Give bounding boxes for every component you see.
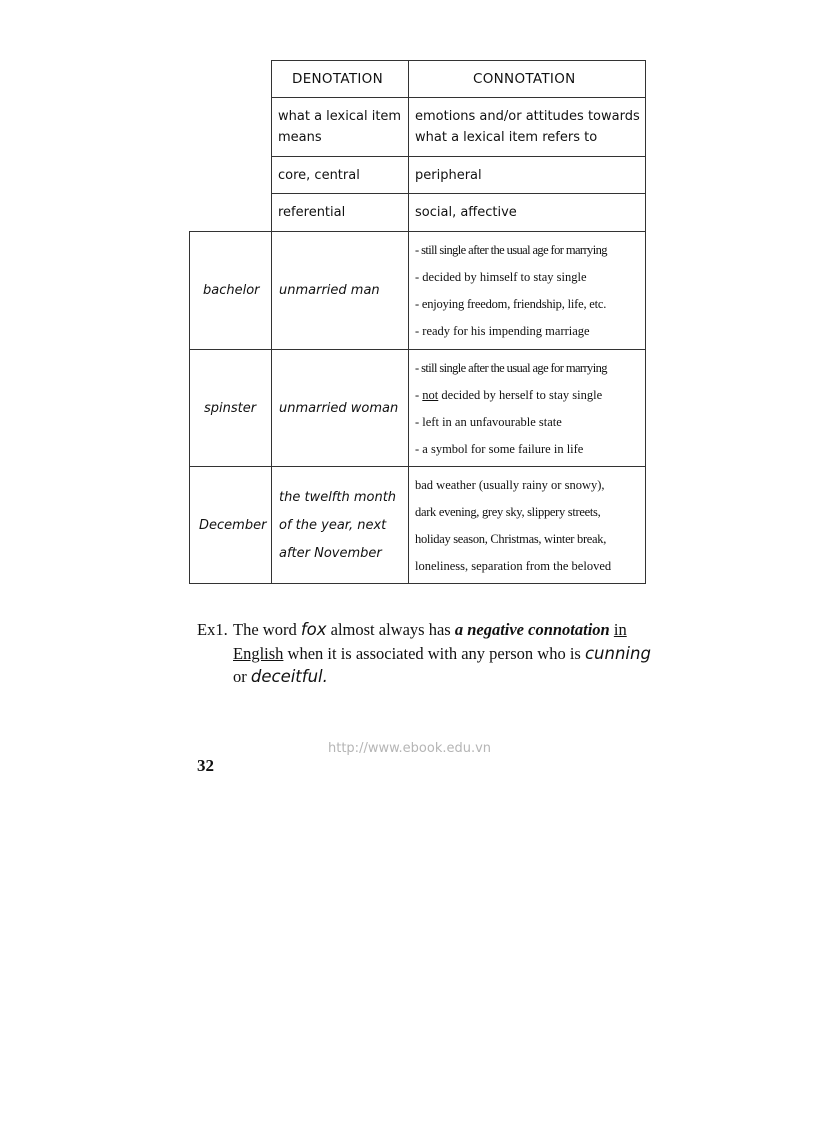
example-english: English (233, 644, 284, 663)
def-row-1-connotation-cell (408, 97, 646, 157)
december-connotation-line-4: loneliness, separation from the beloved (415, 559, 612, 573)
header-denotation: DENOTATION (292, 71, 383, 87)
example-deceitful: deceitful. (250, 667, 328, 686)
example-text-3: when it is associated with any person who is (287, 644, 581, 663)
example-negative-connotation: a negative connotation (454, 620, 610, 639)
bachelor-denotation-cell (271, 231, 409, 350)
def-row-2-connotation-cell (408, 156, 646, 194)
def-row-3-connotation: social, affective (415, 205, 517, 220)
spinster-denotation: unmarried woman (279, 401, 399, 416)
def-row-1-denotation-line-2: means (278, 130, 322, 145)
example-text-1: The word (233, 620, 297, 639)
spinster-word: spinster (204, 401, 257, 416)
december-denotation-line-2: of the year, next (279, 518, 387, 533)
bachelor-denotation: unmarried man (279, 283, 380, 298)
december-denotation-line-1: the twelfth month (279, 490, 397, 505)
def-row-1-connotation-line-1: emotions and/or attitudes towards (415, 109, 640, 124)
bachelor-word-cell (189, 231, 272, 350)
spinster-connotation-cell (408, 349, 646, 467)
header-connotation-cell (408, 60, 646, 98)
def-row-2-denotation-cell (271, 156, 409, 194)
december-connotation-line-3: holiday season, Christmas, winter break, (415, 532, 607, 546)
example-cunning: cunning (584, 644, 651, 663)
def-row-1-denotation-cell (271, 97, 409, 157)
def-row-3-connotation-cell (408, 193, 646, 232)
december-word-cell (189, 466, 272, 584)
spinster-word-cell (189, 349, 272, 467)
december-connotation-cell (408, 466, 646, 584)
spinster-connotation-line-3: - left in an unfavourable state (415, 415, 562, 429)
def-row-1-connotation-line-2: what a lexical item refers to (415, 130, 598, 145)
december-connotation-line-1: bad weather (usually rainy or snowy), (415, 478, 605, 492)
bachelor-connotation-line-3: - enjoying freedom, friendship, life, etc. (415, 297, 607, 311)
watermark-url: http://www.ebook.edu.vn (328, 741, 492, 756)
bachelor-connotation-line-1: - still single after the usual age for marrying (415, 243, 607, 257)
example-line-2 (233, 642, 651, 665)
december-denotation-line-3: after November (279, 546, 382, 561)
example-in: in (613, 620, 627, 639)
def-row-2-denotation: core, central (278, 168, 360, 183)
spinster-connotation-line-4: - a symbol for some failure in life (415, 442, 584, 456)
def-row-3-denotation: referential (278, 205, 346, 220)
bachelor-connotation-cell (408, 231, 646, 350)
december-word: December (199, 518, 267, 533)
bachelor-connotation-line-4: - ready for his impending marriage (415, 324, 590, 338)
example-text-2: almost always has (330, 620, 451, 639)
header-denotation-cell (271, 60, 409, 98)
spinster-connotation-line-1: - still single after the usual age for marrying (415, 361, 607, 375)
example-line-1 (233, 618, 646, 641)
example-line-3 (233, 665, 328, 688)
bachelor-connotation-line-2: - decided by himself to stay single (415, 270, 587, 284)
spinster-denotation-cell (271, 349, 409, 467)
december-denotation-cell (271, 466, 409, 584)
def-row-3-denotation-cell (271, 193, 409, 232)
def-row-1-denotation-line-1: what a lexical item (278, 109, 402, 124)
header-connotation: CONNOTATION (473, 71, 576, 87)
def-row-2-connotation: peripheral (415, 168, 482, 183)
page-number: 32 (197, 756, 214, 775)
example-fox: fox (300, 620, 327, 639)
bachelor-word: bachelor (203, 283, 260, 298)
december-connotation-line-2: dark evening, grey sky, slippery streets, (415, 505, 601, 519)
spinster-connotation-line-2: - not decided by herself to stay single (415, 388, 603, 402)
example-or: or (233, 667, 247, 686)
example-label: Ex1. (197, 620, 228, 639)
